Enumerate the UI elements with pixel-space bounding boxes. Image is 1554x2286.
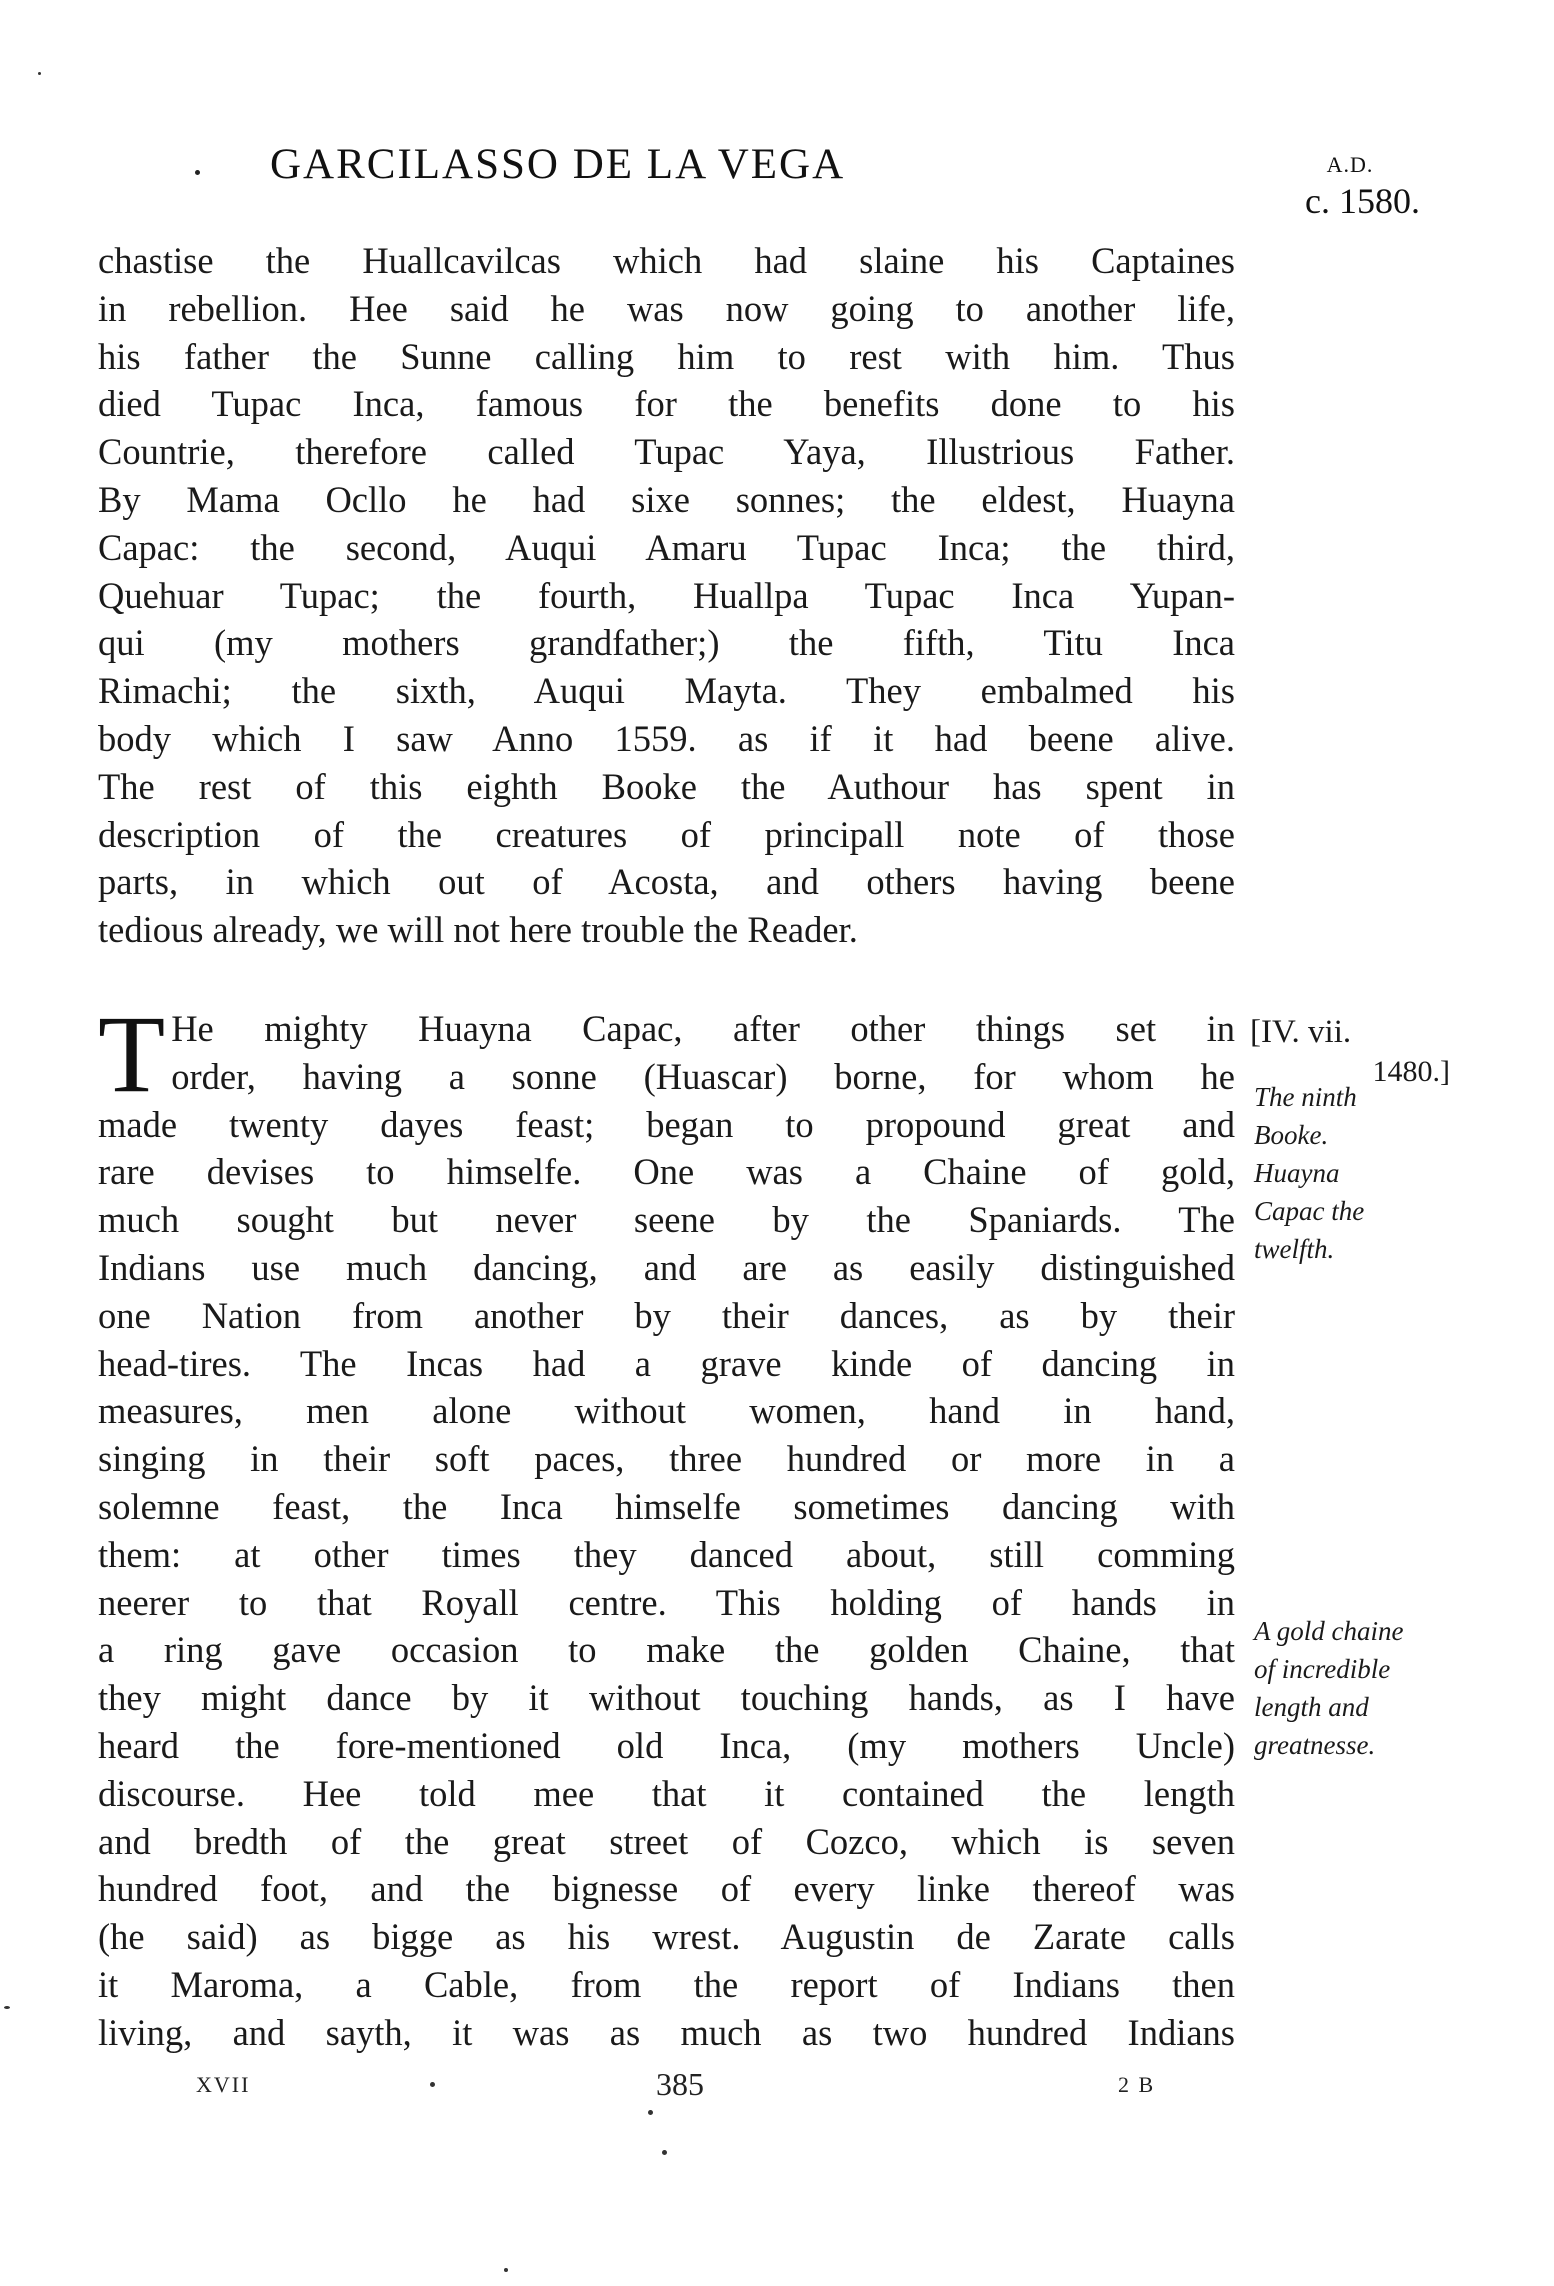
paper-speck xyxy=(662,2150,667,2155)
gathering-mark: 2 B xyxy=(1118,2072,1156,2097)
margin-note-line: twelfth. xyxy=(1254,1234,1335,1264)
paper-speck xyxy=(504,2268,508,2272)
page-number: 385 xyxy=(656,2066,704,2102)
text-line: He mighty Huayna Capac, after other things set in xyxy=(171,1008,1235,1049)
text-line: died Tupac Inca, famous for the benefits done to his xyxy=(98,383,1235,425)
text-line: qui (my mothers grandfather;) the fifth, Titu Inca xyxy=(98,622,1235,664)
margin-note-line: A gold chaine xyxy=(1254,1616,1404,1646)
text-line: solemne feast, the Inca himselfe sometimes dancing with xyxy=(98,1485,1235,1527)
margin-note-line: The ninth xyxy=(1254,1082,1357,1112)
margin-note-line: Capac the xyxy=(1254,1196,1365,1226)
margin-note-ninth-booke xyxy=(1254,1078,1444,1268)
text-line: and bredth of the great street of Cozco, which is seven xyxy=(98,1820,1235,1862)
text-line: they might dance by it without touching hands, as I have xyxy=(98,1677,1235,1719)
paper-speck xyxy=(38,72,41,75)
reference-book: [IV. vii. xyxy=(1250,1014,1352,1050)
paragraph-1 xyxy=(98,237,1235,954)
margin-note-gold-chaine xyxy=(1254,1612,1444,1764)
margin-note-line: greatnesse. xyxy=(1254,1730,1376,1760)
signature-mark: XVII xyxy=(196,2072,251,2097)
text-line: By Mama Ocllo he had sixe sonnes; the eldest, Huayna xyxy=(98,478,1235,520)
running-title: GARCILASSO DE LA VEGA xyxy=(270,141,846,188)
text-line: measures, men alone without women, hand in hand, xyxy=(98,1390,1235,1432)
text-line: The rest of this eighth Booke the Authour has spent in xyxy=(98,765,1235,807)
text-line: heard the fore-mentioned old Inca, (my mothers Uncle) xyxy=(98,1724,1235,1766)
text-line: in rebellion. Hee said he was now going to another life, xyxy=(98,287,1235,329)
text-line: description of the creatures of principall note of those xyxy=(98,813,1235,855)
date-block xyxy=(1270,152,1420,222)
text-line: made twenty dayes feast; began to propound great and xyxy=(98,1103,1235,1145)
margin-note-line: Huayna xyxy=(1254,1158,1340,1188)
text-line: (he said) as bigge as his wrest. Augustin de Zarate calls xyxy=(98,1916,1235,1958)
text-line: much sought but never seene by the Spaniards. The xyxy=(98,1199,1235,1241)
paper-speck xyxy=(4,2006,10,2009)
text-line: order, having a sonne (Huascar) borne, for whom he xyxy=(171,1055,1235,1097)
text-line: Rimachi; the sixth, Auqui Mayta. They embalmed his xyxy=(98,670,1235,712)
text-line: his father the Sunne calling him to rest with him. Thus xyxy=(98,335,1235,377)
text-line: Capac: the second, Auqui Amaru Tupac Inca; the third, xyxy=(98,526,1235,568)
text-line: singing in their soft paces, three hundred or more in a xyxy=(98,1438,1235,1480)
paragraph-2 xyxy=(98,993,1235,2057)
text-line: Indians use much dancing, and are as easily distinguished xyxy=(98,1246,1235,1288)
margin-note-line: length and xyxy=(1254,1692,1369,1722)
date-label: c. 1580. xyxy=(1305,181,1420,221)
era-label: A.D. xyxy=(1326,152,1374,177)
text-line: head-tires. The Incas had a grave kinde of dancing in xyxy=(98,1342,1235,1384)
text-line: discourse. Hee told mee that it contained the length xyxy=(98,1772,1235,1814)
text-line: parts, in which out of Acosta, and others having beene xyxy=(98,861,1235,903)
paper-speck xyxy=(430,2082,435,2087)
dropcap-block xyxy=(98,993,1235,1115)
drop-capital: T xyxy=(98,993,166,1115)
text-line: Countrie, therefore called Tupac Yaya, Illustrious Father. xyxy=(98,431,1235,473)
margin-note-line: of incredible xyxy=(1254,1654,1391,1684)
header-speck xyxy=(195,170,200,175)
paper-speck xyxy=(648,2110,653,2115)
reference-year: 1480.] xyxy=(1372,1055,1450,1088)
text-line: them: at other times they danced about, still comming xyxy=(98,1533,1235,1575)
text-line: chastise the Huallcavilcas which had slaine his Captaines xyxy=(98,240,1235,281)
text-line: a ring gave occasion to make the golden Chaine, that xyxy=(98,1629,1235,1671)
text-line: neerer to that Royall centre. This holding of hands in xyxy=(98,1581,1235,1623)
text-line: Quehuar Tupac; the fourth, Huallpa Tupac Inca Yupan- xyxy=(98,574,1235,616)
margin-note-line: Booke. xyxy=(1254,1120,1329,1150)
text-line: hundred foot, and the bignesse of every linke thereof was xyxy=(98,1868,1235,1910)
text-line: rare devises to himselfe. One was a Chaine of gold, xyxy=(98,1151,1235,1193)
text-line: it Maroma, a Cable, from the report of Indians then xyxy=(98,1963,1235,2005)
text-line: tedious already, we will not here trouble the Reader. xyxy=(98,909,858,951)
text-line: body which I saw Anno 1559. as if it had beene alive. xyxy=(98,717,1235,759)
text-line: one Nation from another by their dances, as by their xyxy=(98,1294,1235,1336)
text-line: living, and sayth, it was as much as two hundred Indians xyxy=(98,2011,1235,2053)
